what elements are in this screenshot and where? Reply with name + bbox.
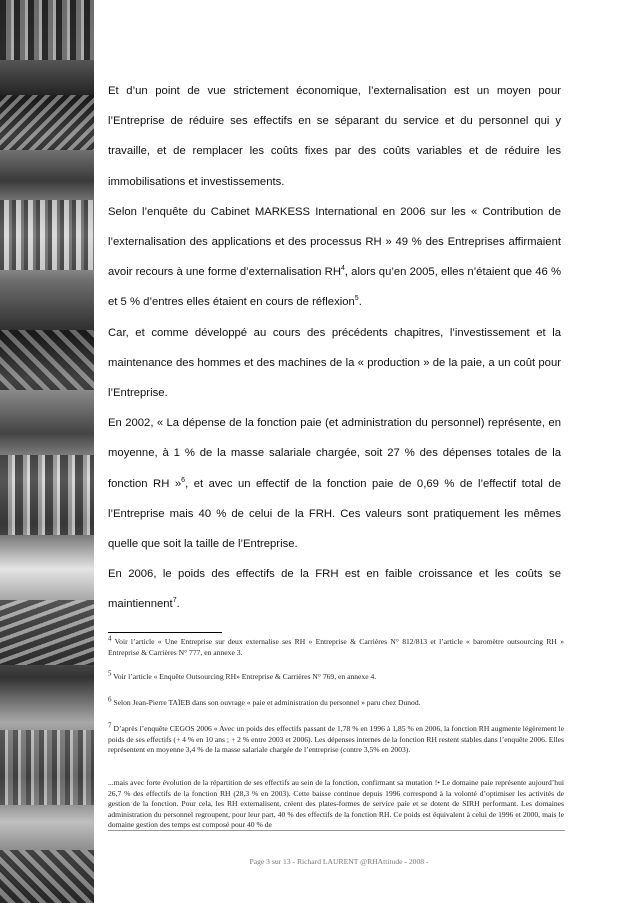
paragraph-2-tail: , alors qu’en 2005, elles n’étaient que 46 % et 5 % d’entres elles étaient en cours de réflexion <box>108 266 561 309</box>
footnote-4-text: Voir l’article « Une Entreprise sur deux externalise ses RH » Entreprise & Carrières N° 812/813 et l’article « baromètre outsourcing RH » Entreprise & Carrières N° 777, en annexe 3. <box>108 637 564 657</box>
footer-separator <box>108 830 565 831</box>
footnote-4 <box>108 634 564 658</box>
footnote-5-number: 5 <box>108 669 112 678</box>
footnote-6-number: 6 <box>108 695 112 704</box>
footnote-ref-5[interactable]: 5 <box>354 295 359 303</box>
footnote-6 <box>108 695 564 709</box>
footnote-7 <box>108 721 565 756</box>
footnote-6-text: Selon Jean-Pierre TAÏEB dans son ouvrage « paie et administration du personnel » paru chez Dunod. <box>113 698 421 707</box>
paragraph-5-text: En 2006, le poids des effectifs de la FRH est en faible croissance et les coûts se maintiennent <box>108 568 561 611</box>
footnote-4-number: 4 <box>108 634 112 643</box>
paragraph-4-text: En 2002, « La dépense de la fonction paie (et administration du personnel) représente, en moyenne, à 1 % de la masse salariale chargée, soit 27 % des dépenses totales de la fonction RH » <box>108 417 561 490</box>
footnote-ref-7[interactable]: 7 <box>172 597 177 605</box>
paragraph-4-tail: , et avec un effectif de la fonction paie de 0,69 % de l’effectif total de l’Entreprise mais 40 % de celui de la FRH. Ces valeurs sont pratiquement les mêmes quelle que soit la taille de l’Entreprise. <box>108 477 561 551</box>
footnote-7-text: D’après l’enquête CEGOS 2006 « Avec un poids des effectifs passant de 1,78 % en 1996 à 1,85 % en 2006, la fonction RH augmente légèrement le poids de ses effectifs (+ 4 % en 10 ans ; + 2 % entre 2003 et 2006). Les dépenses internes de la fonction RH restent stables dans l’enquête 2006. Elles représentent en moyenne 3,4 % de la masse salariale chargée de l’entreprise (contre 3,5% en 2003). <box>108 724 565 755</box>
footnote-5-text: Voir l’article « Enquête Outsourcing RH» Entreprise & Carrières N° 769, en annexe 4. <box>113 672 377 681</box>
footnote-ref-6[interactable]: 6 <box>181 476 186 484</box>
paragraph-3: Car, et comme développé au cours des précédents chapitres, l’investissement et la maintenance des hommes et des machines de la « production » de la paie, a un coût pour l’Entreprise. <box>108 326 561 400</box>
paragraph-5-end: . <box>176 598 180 611</box>
footnote-7-continued-text: ...mais avec forte évolution de la répartition de ses effectifs au sein de la fonction, confirmant sa mutation !• Le domaine paie représente aujourd’hui 26,7 % des effectifs de la fonction RH (28,3 % en 2003). Cette baisse continue depuis 1996 correspond à la volonté d’optimiser les activités de gestion de la fonction. Pour cela, les RH externalisent, créent des plates-formes de service paie et se dotent de SIRH performant. Les domaines administration du personnel regroupent, pour leur part, 40 % des effectifs de la fonction RH. Ce poids est équivalent à celui de 1996 et 2000, mais le domaine gestion des temps est composé pour 40 % de <box>108 778 564 830</box>
body-text <box>108 76 561 620</box>
paragraph-5 <box>108 559 561 619</box>
paragraph-4 <box>108 408 561 559</box>
page-footer: Page 3 sur 13 - Richard LAURENT @RHAttitude - 2008 - <box>249 857 429 866</box>
footnote-7-continued <box>108 778 564 831</box>
footnote-ref-4[interactable]: 4 <box>340 265 345 273</box>
paragraph-2-end: . <box>358 296 362 309</box>
paragraph-1: Et d’un point de vue strictement économique, l’externalisation est un moyen pour l’Entreprise de réduire ses effectifs en se séparant du service et du personnel qui y travaille, et de remplacer les coûts fixes par des coûts variables et de réduire les immobilisations et investissements. <box>108 85 561 188</box>
footnote-separator <box>108 632 222 633</box>
paragraph-2-text: Selon l’enquête du Cabinet MARKESS International en 2006 sur les « Contribution de l’externalisation des applications et des processus RH » 49 % des Entreprises affirmaient avoir recours à une forme d’externalisation RH <box>108 205 561 279</box>
footnote-7-number: 7 <box>108 721 112 730</box>
decorative-photo-strip <box>0 0 94 903</box>
paragraph-2 <box>108 197 561 318</box>
footnote-5 <box>108 669 564 683</box>
